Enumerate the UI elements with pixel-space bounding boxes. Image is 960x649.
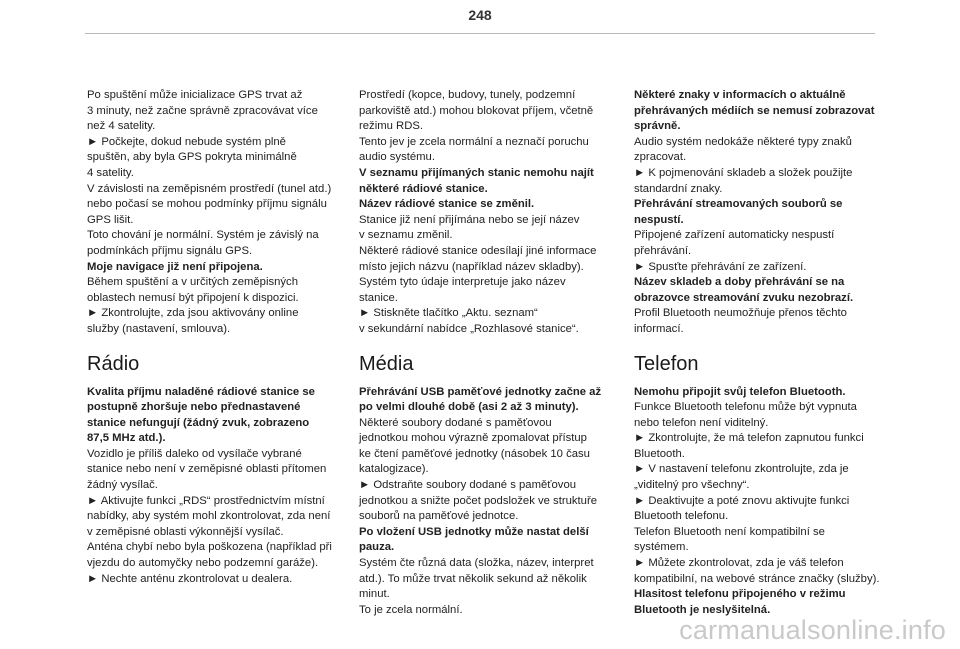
text-line: Bluetooth telefonu.	[634, 510, 729, 523]
question-line: Bluetooth je neslyšitelná.	[634, 603, 771, 616]
question-line: přehrávaných médiích se nemusí zobrazovat	[634, 104, 875, 117]
text-line: než 4 satelity.	[87, 120, 156, 133]
text-line: Toto chování je normální. Systém je závislý na	[87, 229, 319, 242]
question-line: některé rádiové stanice.	[359, 182, 488, 195]
text-line: „viditelný pro všechny“.	[634, 479, 750, 492]
text-line: vjezdu do automyčky nebo podzemní garáže).	[87, 557, 319, 570]
text-line: 4 satelity.	[87, 166, 134, 179]
text-line: ke čtení paměťové jednotky (násobek 10 času	[359, 447, 590, 460]
question-line: V seznamu přijímaných stanic nemohu najít	[359, 166, 594, 179]
text-line: v seznamu změnil.	[359, 229, 453, 242]
question-line: Kvalita příjmu naladěné rádiové stanice se	[87, 385, 315, 398]
text-line: Telefon Bluetooth není kompatibilní se	[634, 525, 825, 538]
question-line: Moje navigace již není připojena.	[87, 260, 263, 273]
text-line: nebo telefon není viditelný.	[634, 416, 769, 429]
section-heading: Telefon	[634, 352, 699, 375]
text-line: stanice.	[359, 291, 398, 304]
question-line: nespustí.	[634, 213, 684, 226]
text-line: ► Odstraňte soubory dodané s paměťovou	[359, 479, 577, 492]
text-line: ► Aktivujte funkci „RDS“ prostřednictvím místní	[87, 494, 325, 507]
text-line: Profil Bluetooth neumožňuje přenos těchto	[634, 307, 847, 320]
question-line: Hlasitost telefonu připojeného v režimu	[634, 588, 846, 601]
text-line: nabídky, aby systém mohl zkontrolovat, zda není	[87, 510, 331, 523]
text-line: Audio systém nedokáže některé typy znaků	[634, 135, 852, 148]
header-rule	[85, 33, 875, 34]
question-line: Název skladeb a doby přehrávání se na	[634, 276, 845, 289]
text-line: GPS lišit.	[87, 213, 134, 226]
text-line: atd.). To může trvat několik sekund až několik	[359, 572, 587, 585]
question-line: Nemohu připojit svůj telefon Bluetooth.	[634, 385, 846, 398]
column-1	[87, 88, 337, 587]
question-line: 87,5 MHz atd.).	[87, 432, 166, 445]
text-line: oblastech nemusí být připojení k dispozici.	[87, 291, 299, 304]
text-line: Prostředí (kopce, budovy, tunely, podzemní	[359, 89, 576, 101]
text-line: katalogizace).	[359, 463, 429, 476]
text-line: informací.	[634, 322, 684, 335]
text-line: jednotkou mohou výrazně zpomalovat přístup	[359, 432, 587, 445]
text-line: To je zcela normální.	[359, 603, 463, 616]
text-line: Během spuštění a v určitých zeměpisných	[87, 276, 298, 289]
text-line: nebo počasí se mohou podmínky příjmu signálu	[87, 198, 327, 211]
text-line: souborů na paměťové jednotce.	[359, 510, 519, 523]
question-line: Po vložení USB jednotky může nastat delší	[359, 525, 589, 538]
question-line: obrazovce streamování zvuku nezobrazí.	[634, 291, 854, 304]
text-line: jednotkou a snižte počet podsložek ve struktuře	[359, 494, 598, 507]
text-line: v sekundární nabídce „Rozhlasové stanice“.	[359, 322, 579, 335]
text-line: Některé rádiové stanice odesílají jiné informace	[359, 244, 597, 257]
text-line: žádný vysílač.	[87, 479, 158, 492]
question-line: správně.	[634, 120, 681, 133]
section-heading: Rádio	[87, 352, 140, 375]
text-line: Bluetooth.	[634, 447, 685, 460]
text-line: ► Zkontrolujte, zda jsou aktivovány online	[87, 307, 299, 320]
text-line: stanice nebo není v zeměpisné oblasti přítomen	[87, 463, 327, 476]
text-line: Vozidlo je příliš daleko od vysílače vybrané	[87, 447, 302, 460]
page-number: 248	[468, 7, 492, 23]
text-line: parkoviště atd.) mohou blokovat příjem, včetně	[359, 104, 594, 117]
text-line: Některé soubory dodané s paměťovou	[359, 416, 552, 429]
text-line: ► V nastavení telefonu zkontrolujte, zda je	[634, 463, 849, 476]
text-line: ► Nechte anténu zkontrolovat u dealera.	[87, 572, 293, 585]
text-line: ► Deaktivujte a poté znovu aktivujte funkci	[634, 494, 850, 507]
text-line: V závislosti na zeměpisném prostředí (tunel atd.)	[87, 182, 332, 195]
question-line: postupně zhoršuje nebo přednastavené	[87, 401, 301, 414]
text-line: spuštěn, aby byla GPS pokryta minimálně	[87, 151, 297, 164]
text-line: audio systému.	[359, 151, 435, 164]
column-2	[359, 88, 609, 618]
text-line: ► Stiskněte tlačítko „Aktu. seznam“	[359, 307, 538, 320]
text-line: služby (nastavení, smlouva).	[87, 322, 231, 335]
text-line: ► Zkontrolujte, že má telefon zapnutou funkci	[634, 432, 864, 445]
text-line: ► Spusťte přehrávání ze zařízení.	[634, 260, 807, 273]
text-line: systémem.	[634, 541, 689, 554]
question-line: pauza.	[359, 541, 395, 554]
text-line: Systém čte různá data (složka, název, interpret	[359, 557, 594, 570]
question-line: Název rádiové stanice se změnil.	[359, 198, 535, 211]
text-line: Stanice již není přijímána nebo se její název	[359, 213, 580, 226]
text-line: 3 minuty, než začne správně zpracovávat více	[87, 104, 318, 117]
text-line: Anténa chybí nebo byla poškozena (například při	[87, 541, 332, 554]
text-line: ► Můžete zkontrolovat, zda je váš telefon	[634, 557, 844, 570]
text-line: standardní znaky.	[634, 182, 723, 195]
text-line: minut.	[359, 588, 390, 601]
question-line: stanice nefungují (žádný zvuk, zobrazeno	[87, 416, 310, 429]
text-line: v zeměpisné oblasti výkonnější vysílač.	[87, 525, 284, 538]
text-line: Připojené zařízení automaticky nespustí	[634, 229, 835, 242]
text-line: Funkce Bluetooth telefonu může být vypnuta	[634, 401, 857, 414]
text-line: přehrávání.	[634, 244, 692, 257]
text-line: ► K pojmenování skladeb a složek použijte	[634, 166, 853, 179]
column-3	[634, 88, 884, 618]
text-line: zpracovat.	[634, 151, 687, 164]
text-line: podmínkách příjmu signálu GPS.	[87, 244, 253, 257]
text-line: Systém tyto údaje interpretuje jako název	[359, 276, 566, 289]
text-line: Po spuštění může inicializace GPS trvat až	[87, 89, 303, 101]
question-line: Přehrávání USB paměťové jednotky začne až	[359, 385, 602, 398]
question-line: Přehrávání streamovaných souborů se	[634, 198, 843, 211]
question-line: po velmi dlouhé době (asi 2 až 3 minuty).	[359, 401, 579, 414]
text-line: režimu RDS.	[359, 120, 424, 133]
text-line: Tento jev je zcela normální a neznačí poruchu	[359, 135, 589, 148]
question-line: Některé znaky v informacích o aktuálně	[634, 89, 846, 101]
text-line: kompatibilní, na webové stránce značky (služby).	[634, 572, 880, 585]
text-line: místo jejich názvu (například název skladby).	[359, 260, 584, 273]
watermark[interactable]: carmanualsonline.info	[679, 615, 946, 645]
text-line: ► Počkejte, dokud nebude systém plně	[87, 135, 286, 148]
section-heading: Média	[359, 352, 414, 375]
